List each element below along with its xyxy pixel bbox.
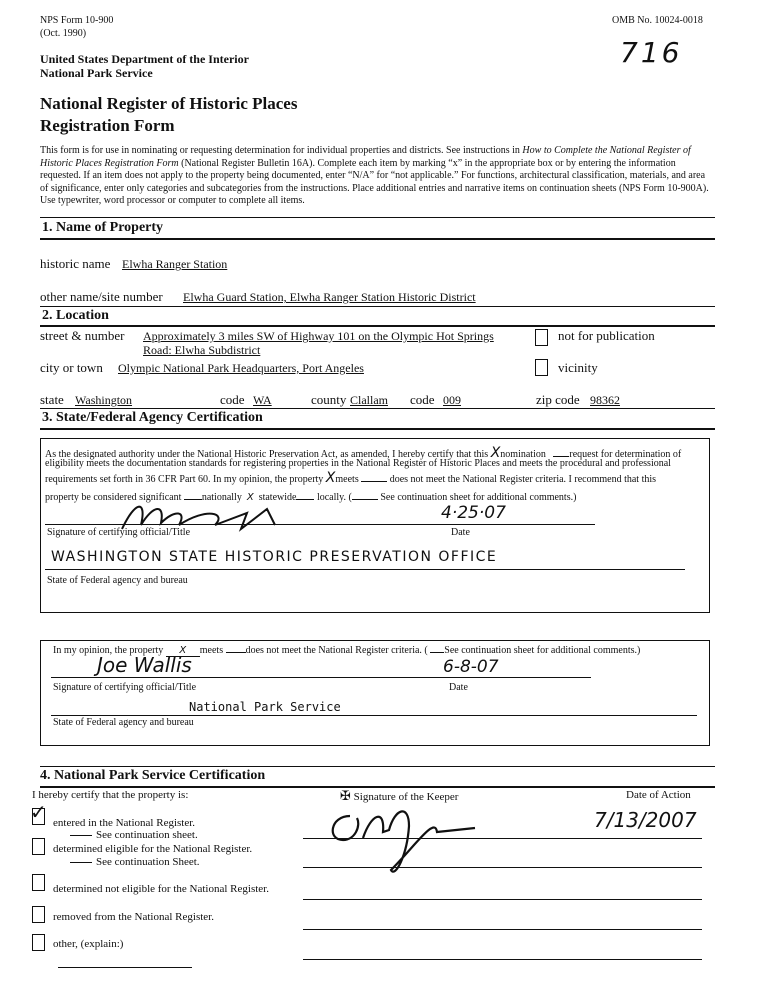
keeper-line: [303, 959, 702, 960]
divider: [40, 408, 715, 409]
department-name: United States Department of the Interior: [40, 52, 249, 66]
statewide-mark: X: [246, 492, 254, 503]
form-subtitle: Registration Form: [40, 116, 175, 135]
cert-line4: property be considered significant nationally X statewide locally. ( See continuation sheet for additional comments.): [45, 492, 577, 503]
state-cert-date-value[interactable]: 4·25·07: [441, 503, 506, 523]
opinion-date-value[interactable]: 6-8-07: [443, 657, 499, 677]
divider: [40, 428, 715, 430]
agency-line: [45, 569, 685, 570]
keeper-date-value[interactable]: 7/13/2007: [594, 808, 697, 832]
not-for-publication-label: not for publication: [558, 328, 655, 343]
historic-name-label: historic name: [40, 256, 111, 271]
state-code-value[interactable]: WA: [253, 393, 272, 407]
state-value[interactable]: Washington: [75, 393, 133, 407]
historic-name-value[interactable]: Elwha Ranger Station: [122, 257, 228, 271]
state-signature-label: Signature of certifying official/Title: [47, 527, 191, 538]
form-title: National Register of Historic Places: [40, 94, 298, 113]
city-label: city or town: [40, 360, 103, 375]
option-removed-label: removed from the National Register.: [53, 911, 214, 923]
other-checkbox[interactable]: [32, 934, 45, 951]
opinion-signature: Joe Wallis: [97, 653, 192, 677]
opinion-agency-value[interactable]: National Park Service: [189, 700, 341, 714]
section4-heading: 4. National Park Service Certification: [40, 768, 266, 783]
zip-label: zip code: [536, 392, 580, 407]
other-name-label: other name/site number: [40, 289, 163, 304]
form-date: (Oct. 1990): [40, 28, 87, 39]
determined-eligible-checkbox[interactable]: [32, 838, 45, 855]
divider: [40, 325, 715, 327]
option-entered-label: entered in the National Register.: [53, 817, 196, 829]
opinion-line: In my opinion, the property X meets does not meet the National Register criteria. ( See continuation sheet for additional comments.): [53, 645, 641, 656]
option-not-eligible-label: determined not eligible for the National Register.: [53, 883, 269, 895]
divider: [40, 766, 715, 767]
option-eligible-label: determined eligible for the National Register.: [53, 843, 253, 855]
removed-checkbox[interactable]: [32, 906, 45, 923]
keeper-line: [303, 929, 702, 930]
street-label: street & number: [40, 328, 125, 343]
county-code-value[interactable]: 009: [443, 393, 461, 407]
street-value-line1[interactable]: Approximately 3 miles SW of Highway 101 on the Olympic Hot Springs: [143, 329, 494, 343]
vicinity-label: vicinity: [558, 360, 598, 375]
option-eligible-sub[interactable]: See continuation Sheet.: [70, 856, 200, 868]
other-explain-line[interactable]: [58, 967, 192, 968]
vicinity-checkbox[interactable]: [535, 359, 548, 376]
state-agency-label: State of Federal agency and bureau: [47, 575, 188, 586]
checkmark-icon: ✓: [30, 800, 47, 824]
keeper-signature-label: ✠ Signature of the Keeper: [340, 789, 459, 804]
handwritten-reference-number: 716: [620, 36, 683, 69]
section2-heading: 2. Location: [42, 308, 109, 323]
date-of-action-label: Date of Action: [626, 789, 691, 801]
opinion-date-label: Date: [449, 682, 468, 693]
divider: [40, 306, 715, 307]
cert-line2: eligibility meets the documentation standards for registering properties in the National Register of Historic Places and meets the procedural and professional: [45, 458, 671, 469]
cert-line1: As the designated authority under the National Historic Preservation Act, as amended, I hereby certify that this Xnomination request for determination of: [45, 445, 682, 461]
signature-mark-icon: ✠: [340, 789, 351, 804]
option-entered-sub[interactable]: See continuation sheet.: [70, 829, 198, 841]
instructions-paragraph: This form is for use in nominating or requesting determination for individual properties and districts. See instructions in How to Complete the National Register of Historic Places Registration Form (National Register Bulletin 16A). Complete each item by marking “x” in the appropriate box or by entering the information requested. If an item does not apply to the property being documented, enter “N/A” for “not applicable.” For functions, architectural classification, materials, and area of significance, enter only categories and subcategories from the instructions. Place additional entries and narrative items on continuation sheets (NPS Form 10-900A). Use typewriter, word processor or computer to complete all items.: [40, 145, 709, 206]
state-label: state: [40, 392, 64, 407]
other-name-value[interactable]: Elwha Guard Station, Elwha Ranger Station Historic District: [183, 290, 476, 304]
cert-line3: requirements set forth in 36 CFR Part 60. In my opinion, the property Xmeets does not meet the National Register criteria. I recommend that this: [45, 470, 657, 486]
state-agency-value[interactable]: WASHINGTON STATE HISTORIC PRESERVATION OFFICE: [51, 549, 498, 565]
section1-heading: 1. Name of Property: [42, 220, 164, 235]
county-label: county: [311, 392, 347, 407]
not-for-publication-checkbox[interactable]: [535, 329, 548, 346]
city-value[interactable]: Olympic National Park Headquarters, Port Angeles: [118, 361, 364, 375]
divider: [40, 786, 715, 788]
opinion-agency-label: State of Federal agency and bureau: [53, 717, 194, 728]
opinion-signature-label: Signature of certifying official/Title: [53, 682, 197, 693]
state-certification-box: [40, 438, 710, 613]
omb-number: OMB No. 10024-0018: [612, 15, 703, 26]
state-date-label: Date: [451, 527, 470, 538]
meets-mark: X: [325, 470, 336, 486]
service-name: National Park Service: [40, 66, 153, 80]
opinion-meets-mark: X: [166, 645, 200, 657]
form-number: NPS Form 10-900: [40, 15, 114, 26]
divider: [40, 238, 715, 240]
divider: [40, 217, 715, 218]
not-eligible-checkbox[interactable]: [32, 874, 45, 891]
signature-line: [51, 677, 591, 678]
keeper-signature-line: [303, 838, 702, 839]
agency-line: [51, 715, 697, 716]
opinion-box: [40, 640, 710, 746]
code-label: code: [220, 392, 245, 407]
keeper-line: [303, 899, 702, 900]
street-value-line2[interactable]: Road: Elwha Subdistrict: [143, 343, 261, 357]
signature-line: [45, 524, 595, 525]
option-other-label: other, (explain:): [53, 938, 124, 950]
county-code-label: code: [410, 392, 435, 407]
nomination-mark: X: [490, 445, 501, 461]
section3-heading: 3. State/Federal Agency Certification: [42, 410, 263, 425]
keeper-line: [303, 867, 702, 868]
zip-value[interactable]: 98362: [590, 393, 620, 407]
keeper-intro: I hereby certify that the property is:: [32, 789, 189, 801]
county-value[interactable]: Clallam: [350, 393, 388, 407]
